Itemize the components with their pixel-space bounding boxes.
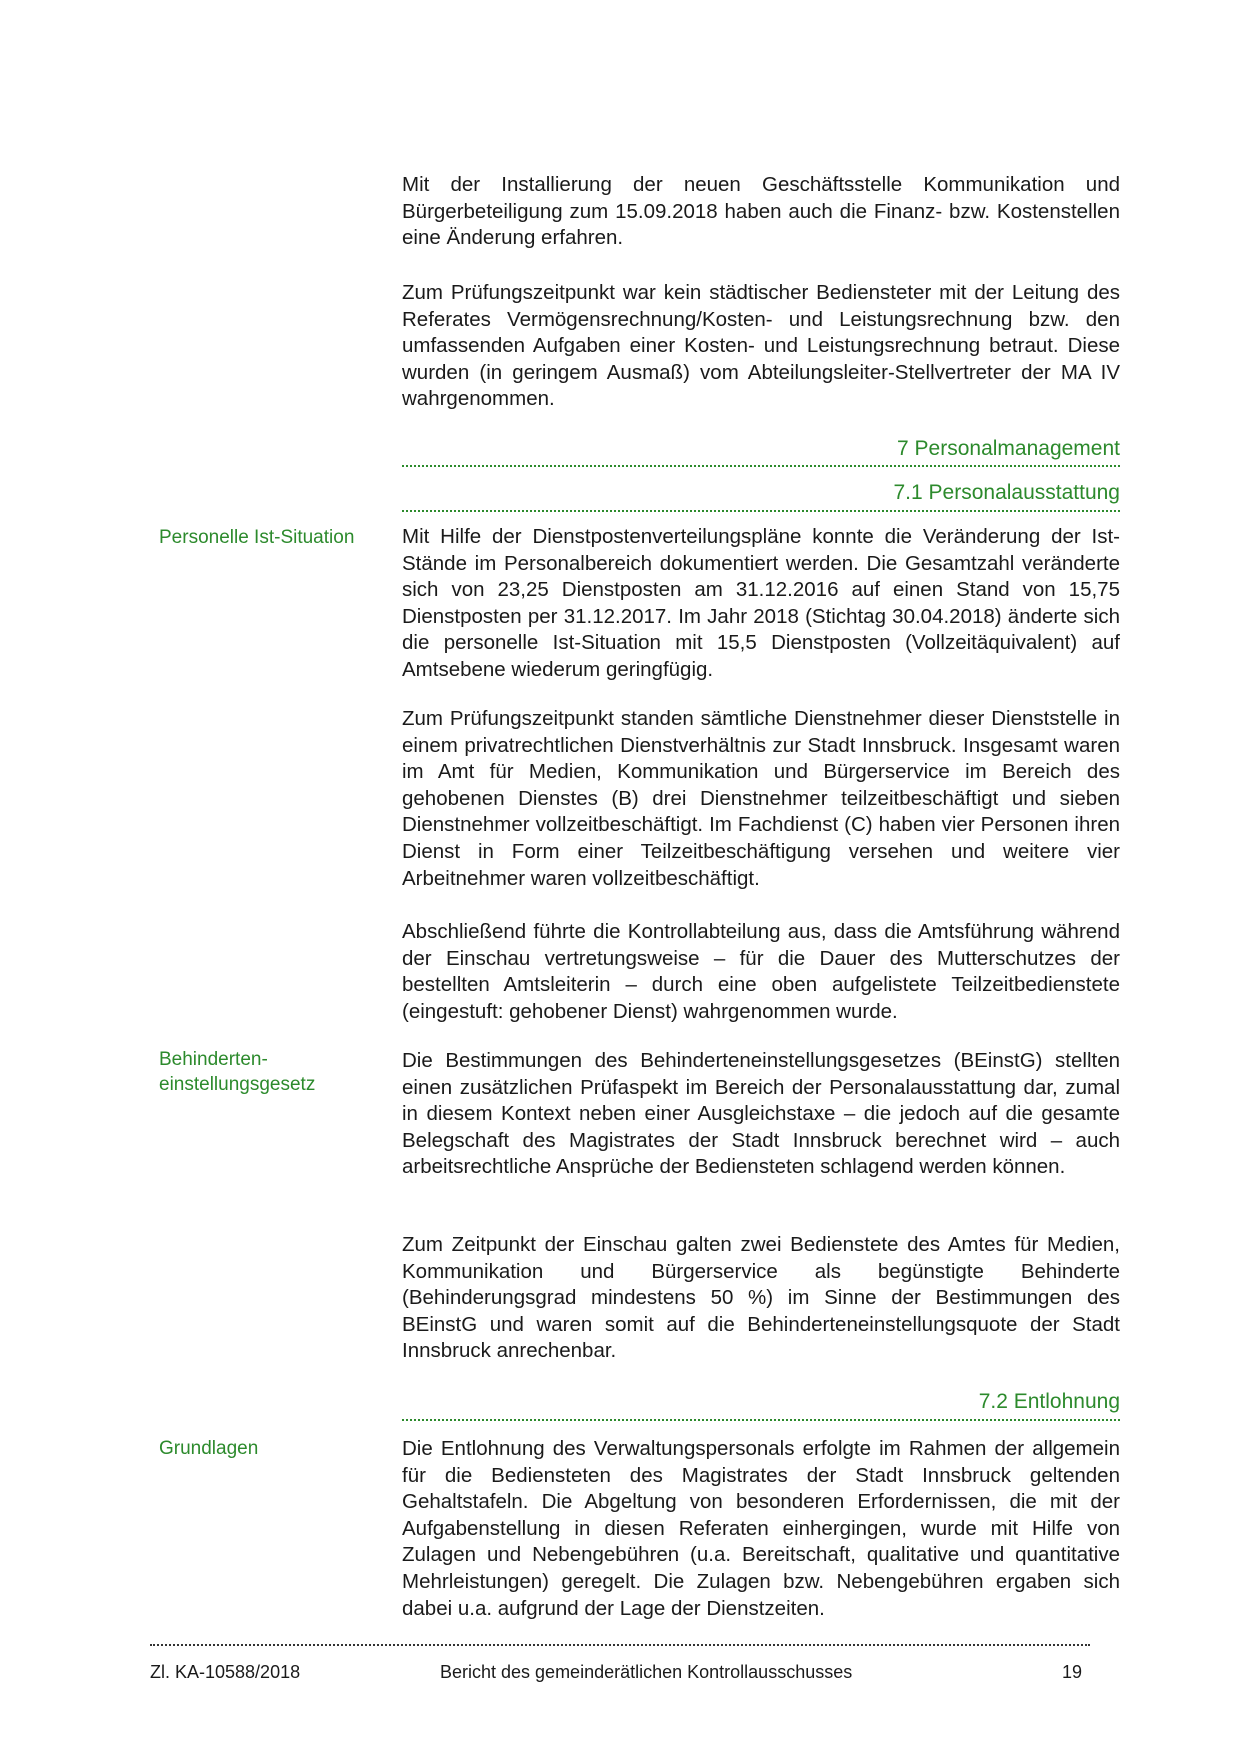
page-number: 19 <box>1062 1662 1083 1682</box>
footer-report-title: Bericht des gemeinderätlichen Kontrollausschusses <box>440 1662 853 1682</box>
heading-divider <box>402 465 1120 467</box>
margin-note-line: Behinderten- <box>159 1049 268 1070</box>
paragraph-ist-situation: Mit Hilfe der Dienstpostenverteilungspläne konnte die Veränderung der Ist-Stände im Personalbereich dokumentiert werden. Die Gesamtzahl veränderte sich von 23,25 Dienstposten am 31.12.2016 auf einen Stand von 15,75 Dienstposten per 31.12.2017. Im Jahr 2018 (Stichtag 30.04.2018) änderte sich die personelle Ist-Situation mit 15,5 Dienstposten (Vollzeitäquivalent) auf Amtsebene wiederum geringfügig. <box>402 525 1120 681</box>
paragraph-entlohnung: Die Entlohnung des Verwaltungspersonals erfolgte im Rahmen der allgemein für die Bediensteten des Magistrates der Stadt Innsbruck geltenden Gehaltstafeln. Die Abgeltung von besonderen Erfordernissen, die mit der Aufgabenstellung in diesen Referaten einhergingen, wurde mit Hilfe von Zulagen und Nebengebühren (u.a. Bereitschaft, qualitative und quantitative Mehrleistungen) geregelt. Die Zulagen bzw. Nebengebühren ergaben sich dabei u.a. aufgrund der Lage der Dienstzeiten. <box>402 1437 1120 1620</box>
margin-note-beinstg <box>159 1047 389 1097</box>
heading-divider <box>402 510 1120 512</box>
paragraph-kostenrechnung: Zum Prüfungszeitpunkt war kein städtischer Bediensteter mit der Leitung des Referates Vermögensrechnung/Kosten- und Leistungsrechnung bzw. den umfassenden Aufgaben einer Kosten- und Leistungsrechnung betraut. Diese wurden (in geringem Ausmaß) vom Abteilungsleiter-Stellvertreter der MA IV wahrgenommen. <box>402 281 1120 411</box>
heading-personalmanagement: 7 Personalmanagement <box>897 437 1120 460</box>
heading-divider <box>402 1419 1120 1421</box>
paragraph-beguenstigte-behinderte: Zum Zeitpunkt der Einschau galten zwei Bedienstete des Amtes für Medien, Kommunikation und Bürgerservice als begünstigte Behinderte (Behinderungsgrad mindestens 50 %) im Sinne der Bestimmungen des BEinstG und waren somit auf die Behinderteneinstellungsquote der Stadt Innsbruck anrechenbar. <box>402 1233 1120 1363</box>
margin-note-grundlagen: Grundlagen <box>159 1438 259 1459</box>
heading-personalausstattung: 7.1 Personalausstattung <box>893 481 1120 504</box>
paragraph-dienstverhaeltnis: Zum Prüfungszeitpunkt standen sämtliche Dienstnehmer dieser Dienststelle in einem privatrechtlichen Dienstverhältnis zur Stadt Innsbruck. Insgesamt waren im Amt für Medien, Kommunikation und Bürgerservice im Bereich des gehobenen Dienstes (B) drei Dienstnehmer teilzeitbeschäftigt und sieben Dienstnehmer vollzeitbeschäftigt. Im Fachdienst (C) haben vier Personen ihren Dienst in Form einer Teilzeitbeschäftigung versehen und weitere vier Arbeitnehmer waren vollzeitbeschäftigt. <box>402 707 1120 890</box>
paragraph-kostenstellen: Mit der Installierung der neuen Geschäftsstelle Kommunikation und Bürgerbeteiligung zum 15.09.2018 haben auch die Finanz- bzw. Kostenstellen eine Änderung erfahren. <box>402 173 1120 250</box>
paragraph-beinstg: Die Bestimmungen des Behinderteneinstellungsgesetzes (BEinstG) stellten einen zusätzlichen Prüfaspekt im Bereich der Personalausstattung dar, zumal in diesem Kontext neben einer Ausgleichstaxe – die jedoch auf die gesamte Belegschaft des Magistrates der Stadt Innsbruck berechnet wird – auch arbeitsrechtliche Ansprüche der Bediensteten schlagend werden können. <box>402 1049 1120 1179</box>
paragraph-amtsfuehrung: Abschließend führte die Kontrollabteilung aus, dass die Amtsführung während der Einschau vertretungsweise – für die Dauer des Mutterschutzes der bestellten Amtsleiterin – durch eine oben aufgelistete Teilzeitbedienstete (eingestuft: gehobener Dienst) wahrgenommen wurde. <box>402 920 1120 1023</box>
margin-note-line: einstellungsgesetz <box>159 1074 316 1095</box>
margin-note-ist-situation: Personelle Ist-Situation <box>159 527 355 548</box>
footer-reference: Zl. KA-10588/2018 <box>150 1662 301 1682</box>
heading-entlohnung: 7.2 Entlohnung <box>978 1390 1120 1413</box>
footer-divider <box>150 1644 1090 1646</box>
